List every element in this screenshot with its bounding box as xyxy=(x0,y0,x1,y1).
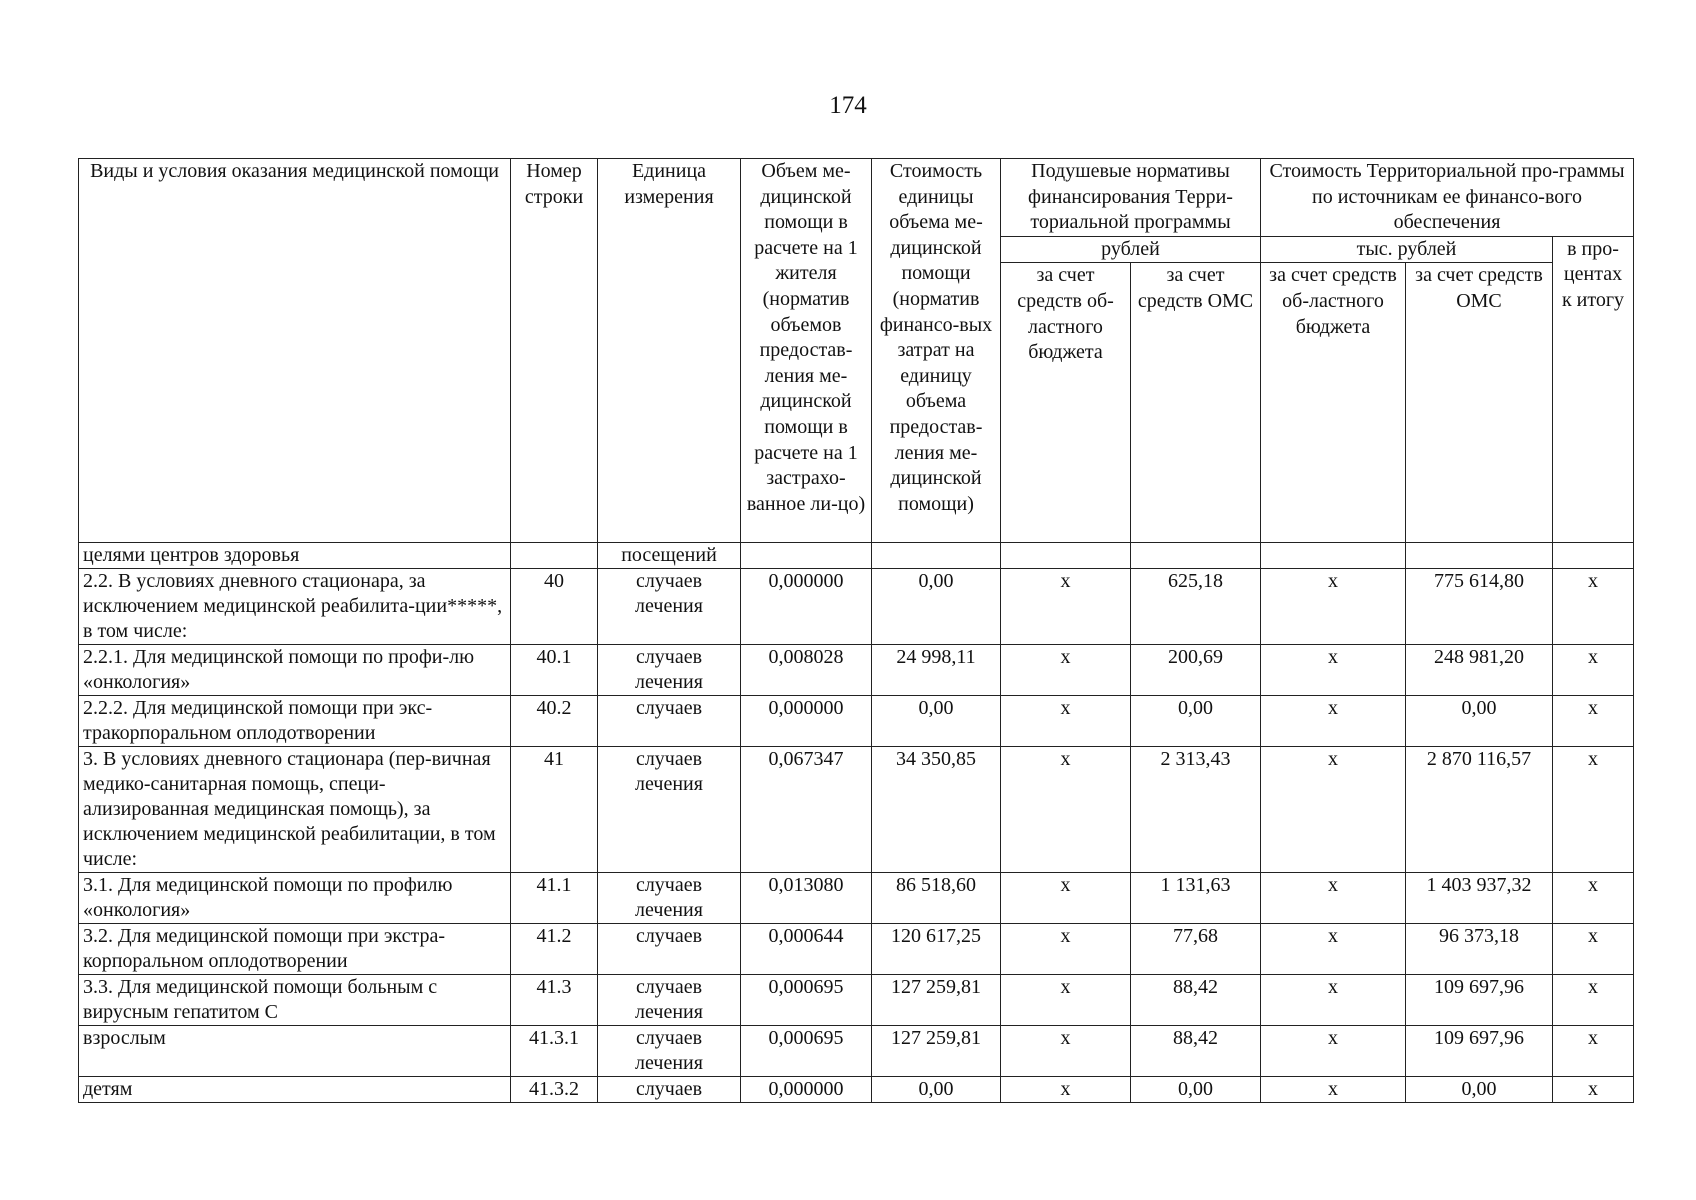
cell-per-capita-oms: 625,18 xyxy=(1131,569,1261,645)
cell-total-oms: 96 373,18 xyxy=(1406,924,1553,975)
cell-kind: 3.3. Для медицинской помощи больным с вирусным гепатитом С xyxy=(79,975,511,1026)
cell-volume: 0,008028 xyxy=(741,645,872,696)
header-oms-total: за счет средств ОМС xyxy=(1406,263,1553,543)
cell-unit: случаев xyxy=(598,924,741,975)
table-row xyxy=(79,1077,1634,1103)
cell-total-budget: х xyxy=(1261,1077,1406,1103)
cell-volume: 0,000695 xyxy=(741,975,872,1026)
header-program-cost: Стоимость Территориальной про-граммы по источникам ее финансо-вого обеспечения xyxy=(1261,159,1634,237)
cell-kind: 2.2. В условиях дневного стационара, за исключением медицинской реабилита-ции*****, в том числе: xyxy=(79,569,511,645)
cell-kind: 3. В условиях дневного стационара (пер-вичная медико-санитарная помощь, специ-ализированная медицинская помощь), за исключением медицинской реабилитации, в том числе: xyxy=(79,747,511,873)
table-row xyxy=(79,873,1634,924)
cell-cost xyxy=(872,543,1001,569)
table-body xyxy=(79,543,1634,1103)
cell-volume: 0,000000 xyxy=(741,569,872,645)
cell-total-oms: 775 614,80 xyxy=(1406,569,1553,645)
header-volume: Объем ме-дицинской помощи в расчете на 1 жителя (норматив объемов предостав-ления ме-дицинской помощи в расчете на 1 застрахо-ванное ли-цо) xyxy=(741,159,872,543)
table-row xyxy=(79,645,1634,696)
cell-per-capita-oms: 0,00 xyxy=(1131,1077,1261,1103)
cell-unit: случаев лечения xyxy=(598,1026,741,1077)
cell-per-capita-oms: 88,42 xyxy=(1131,975,1261,1026)
cell-total-budget: х xyxy=(1261,747,1406,873)
table-header xyxy=(79,159,1634,543)
cell-cost: 127 259,81 xyxy=(872,975,1001,1026)
header-cost-unit: Стоимость единицы объема ме-дицинской помощи (норматив финансо-вых затрат на единицу объема предостав-ления ме-дицинской помощи) xyxy=(872,159,1001,543)
cell-row-number: 41.3 xyxy=(511,975,598,1026)
cell-total-oms: 109 697,96 xyxy=(1406,1026,1553,1077)
cell-per-capita-budget: х xyxy=(1001,696,1131,747)
cell-per-capita-budget: х xyxy=(1001,569,1131,645)
cell-cost: 127 259,81 xyxy=(872,1026,1001,1077)
cell-unit: посещений xyxy=(598,543,741,569)
cell-percent: х xyxy=(1553,696,1634,747)
cell-total-oms: 2 870 116,57 xyxy=(1406,747,1553,873)
cell-cost: 120 617,25 xyxy=(872,924,1001,975)
cell-total-budget: х xyxy=(1261,696,1406,747)
cell-row-number: 40.2 xyxy=(511,696,598,747)
cell-per-capita-oms xyxy=(1131,543,1261,569)
header-per-capita: Подушевые нормативы финансирования Терри-ториальной программы xyxy=(1001,159,1261,237)
cell-kind: взрослым xyxy=(79,1026,511,1077)
cell-row-number: 40 xyxy=(511,569,598,645)
table-row xyxy=(79,975,1634,1026)
cell-volume: 0,000644 xyxy=(741,924,872,975)
cell-percent: х xyxy=(1553,1026,1634,1077)
cell-kind: 3.1. Для медицинской помощи по профилю «онкология» xyxy=(79,873,511,924)
cell-unit: случаев лечения xyxy=(598,873,741,924)
cell-kind: 3.2. Для медицинской помощи при экстра-корпоральном оплодотворении xyxy=(79,924,511,975)
cell-total-oms: 0,00 xyxy=(1406,1077,1553,1103)
cell-volume: 0,067347 xyxy=(741,747,872,873)
header-unit: Единица измерения xyxy=(598,159,741,543)
cell-per-capita-budget: х xyxy=(1001,873,1131,924)
cell-per-capita-oms: 88,42 xyxy=(1131,1026,1261,1077)
cell-total-oms: 248 981,20 xyxy=(1406,645,1553,696)
cell-kind: целями центров здоровья xyxy=(79,543,511,569)
cell-per-capita-budget: х xyxy=(1001,924,1131,975)
cell-unit: случаев лечения xyxy=(598,569,741,645)
page-number: 174 xyxy=(829,92,867,119)
cell-volume: 0,000000 xyxy=(741,1077,872,1103)
cell-row-number: 41.1 xyxy=(511,873,598,924)
table-row xyxy=(79,543,1634,569)
cell-volume: 0,000000 xyxy=(741,696,872,747)
header-percent: в про-центах к итогу xyxy=(1553,236,1634,543)
cell-per-capita-oms: 2 313,43 xyxy=(1131,747,1261,873)
cell-cost: 0,00 xyxy=(872,696,1001,747)
cell-row-number: 40.1 xyxy=(511,645,598,696)
cell-percent: х xyxy=(1553,747,1634,873)
cell-total-oms: 109 697,96 xyxy=(1406,975,1553,1026)
cell-unit: случаев лечения xyxy=(598,645,741,696)
cell-total-oms xyxy=(1406,543,1553,569)
cell-kind: 2.2.2. Для медицинской помощи при экс-тракорпоральном оплодотворении xyxy=(79,696,511,747)
cell-percent: х xyxy=(1553,924,1634,975)
cell-per-capita-budget xyxy=(1001,543,1131,569)
cell-per-capita-budget: х xyxy=(1001,1077,1131,1103)
header-row-number: Номер строки xyxy=(511,159,598,543)
cell-total-budget: х xyxy=(1261,569,1406,645)
header-kind: Виды и условия оказания медицинской помощи xyxy=(79,159,511,543)
cell-total-budget: х xyxy=(1261,1026,1406,1077)
cell-per-capita-oms: 1 131,63 xyxy=(1131,873,1261,924)
cell-percent: х xyxy=(1553,569,1634,645)
cell-percent xyxy=(1553,543,1634,569)
cell-cost: 86 518,60 xyxy=(872,873,1001,924)
cell-kind: детям xyxy=(79,1077,511,1103)
cell-row-number: 41 xyxy=(511,747,598,873)
table-row xyxy=(79,696,1634,747)
cell-row-number: 41.2 xyxy=(511,924,598,975)
header-thousand-rubles: тыс. рублей xyxy=(1261,236,1553,263)
header-regional-budget: за счет средств об-ластного бюджета xyxy=(1001,263,1131,543)
cell-row-number xyxy=(511,543,598,569)
cell-row-number: 41.3.2 xyxy=(511,1077,598,1103)
cell-per-capita-budget: х xyxy=(1001,975,1131,1026)
cell-percent: х xyxy=(1553,975,1634,1026)
header-rubles: рублей xyxy=(1001,236,1261,263)
cell-per-capita-oms: 0,00 xyxy=(1131,696,1261,747)
cell-volume: 0,013080 xyxy=(741,873,872,924)
table-row xyxy=(79,569,1634,645)
cell-unit: случаев лечения xyxy=(598,975,741,1026)
cell-per-capita-oms: 200,69 xyxy=(1131,645,1261,696)
cell-unit: случаев лечения xyxy=(598,747,741,873)
cell-volume xyxy=(741,543,872,569)
cell-volume: 0,000695 xyxy=(741,1026,872,1077)
cell-per-capita-budget: х xyxy=(1001,645,1131,696)
table-row xyxy=(79,924,1634,975)
cell-percent: х xyxy=(1553,645,1634,696)
cell-total-budget: х xyxy=(1261,975,1406,1026)
cell-total-budget xyxy=(1261,543,1406,569)
cell-total-budget: х xyxy=(1261,873,1406,924)
cell-per-capita-oms: 77,68 xyxy=(1131,924,1261,975)
cell-kind: 2.2.1. Для медицинской помощи по профи-лю «онкология» xyxy=(79,645,511,696)
cell-unit: случаев xyxy=(598,696,741,747)
table-row xyxy=(79,747,1634,873)
cell-percent: х xyxy=(1553,873,1634,924)
cell-per-capita-budget: х xyxy=(1001,747,1131,873)
cell-total-oms: 1 403 937,32 xyxy=(1406,873,1553,924)
cell-per-capita-budget: х xyxy=(1001,1026,1131,1077)
table-row xyxy=(79,1026,1634,1077)
cell-cost: 0,00 xyxy=(872,569,1001,645)
cell-total-budget: х xyxy=(1261,645,1406,696)
cell-cost: 24 998,11 xyxy=(872,645,1001,696)
cell-unit: случаев xyxy=(598,1077,741,1103)
cell-row-number: 41.3.1 xyxy=(511,1026,598,1077)
header-oms: за счет средств ОМС xyxy=(1131,263,1261,543)
header-regional-budget-total: за счет средств об-ластного бюджета xyxy=(1261,263,1406,543)
norms-table xyxy=(78,158,1634,1103)
cell-total-budget: х xyxy=(1261,924,1406,975)
cell-cost: 34 350,85 xyxy=(872,747,1001,873)
cell-total-oms: 0,00 xyxy=(1406,696,1553,747)
cell-cost: 0,00 xyxy=(872,1077,1001,1103)
cell-percent: х xyxy=(1553,1077,1634,1103)
